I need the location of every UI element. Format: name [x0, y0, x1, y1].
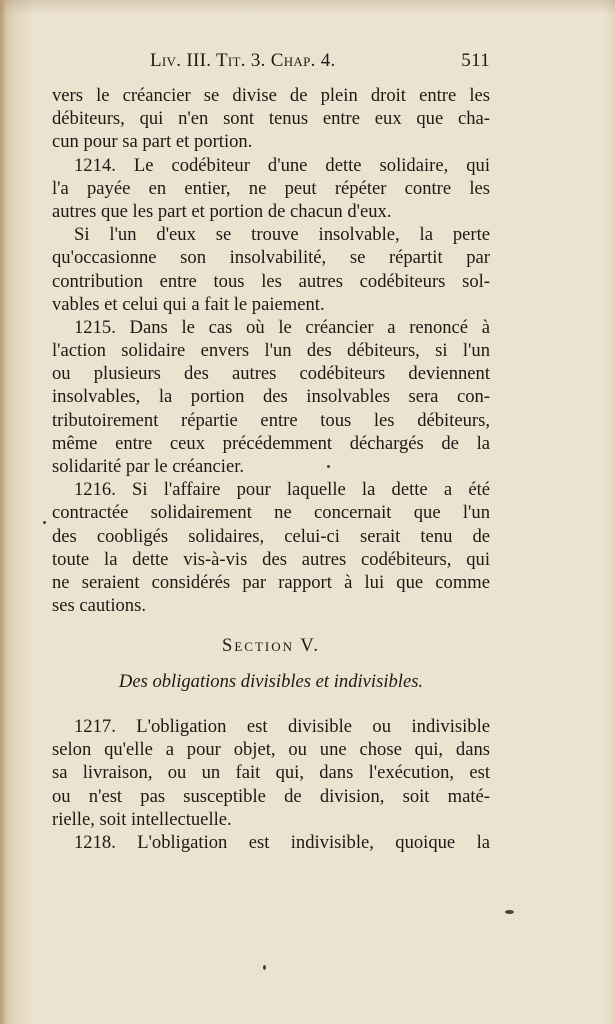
running-title: Liv. III. Tit. 3. Chap. 4. — [150, 50, 336, 71]
binding-edge — [0, 0, 6, 1024]
text-line: 1218. L'obligation est indivisible, quoique la — [74, 831, 490, 853]
text-line: toute la dette vis-à-vis des autres codébiteurs, qui — [52, 548, 490, 570]
text-line: 1215. Dans le cas où le créancier a renoncé à — [74, 316, 490, 338]
page-header — [150, 50, 490, 74]
text-line: solidarité par le créancier. — [52, 456, 245, 477]
text-line: rielle, soit intellectuelle. — [52, 808, 232, 830]
text-line: cun pour sa part et portion. — [52, 131, 253, 153]
text-line: autres que les part et portion de chacun d'eux. — [52, 200, 392, 222]
text-line: débiteurs, qui n'en sont tenus entre eux que cha- — [52, 108, 490, 130]
text-line: des coobligés solidaires, celui-ci serait tenu de — [52, 525, 490, 547]
paper-speck — [43, 521, 46, 524]
text-line: insolvables, la portion des insolvables sera con- — [52, 386, 490, 408]
text-line: l'a payée en entier, ne peut répéter contre les — [52, 177, 490, 199]
body-text — [52, 84, 490, 617]
text-line: contribution entre tous les autres codébiteurs sol- — [52, 270, 490, 292]
text-line: vers le créancier se divise de plein droit entre les — [52, 85, 490, 106]
text-line: 1217. L'obligation est divisible ou indivisible — [74, 716, 490, 737]
section-heading: Section V. — [222, 635, 320, 656]
text-line: ne seraient considérés par rapport à lui que comme — [52, 571, 490, 593]
paper-speck — [263, 965, 266, 970]
text-line: 1214. Le codébiteur d'une dette solidaire, qui — [74, 154, 490, 176]
text-line: l'action solidaire envers l'un des débiteurs, si l'un — [52, 340, 490, 362]
page-number: 511 — [461, 50, 490, 71]
text-line: ou plusieurs des autres codébiteurs deviennent — [52, 363, 490, 385]
section-subtitle: Des obligations divisibles et indivisibles. — [118, 671, 424, 692]
text-line: ou n'est pas susceptible de division, soit maté- — [52, 785, 490, 807]
section-text — [52, 715, 490, 854]
text-line: même entre ceux précédemment déchargés de la — [52, 432, 490, 454]
text-line: selon qu'elle a pour objet, ou une chose qui, dans — [52, 739, 490, 761]
paper-speck — [505, 910, 514, 914]
text-line: contractée solidairement ne concernait que l'un — [52, 502, 490, 524]
text-line: qu'occasionne son insolvabilité, se répartit par — [52, 247, 490, 269]
text-line: sa livraison, ou un fait qui, dans l'exécution, est — [52, 762, 490, 784]
text-line: Si l'un d'eux se trouve insolvable, la perte — [74, 224, 490, 246]
text-line: 1216. Si l'affaire pour laquelle la dette a été — [74, 479, 490, 501]
paper-speck — [327, 465, 330, 468]
text-line: ses cautions. — [52, 595, 146, 617]
text-line: tributoirement répartie entre tous les débiteurs, — [52, 409, 490, 431]
text-line: vables et celui qui a fait le paiement. — [52, 293, 325, 315]
